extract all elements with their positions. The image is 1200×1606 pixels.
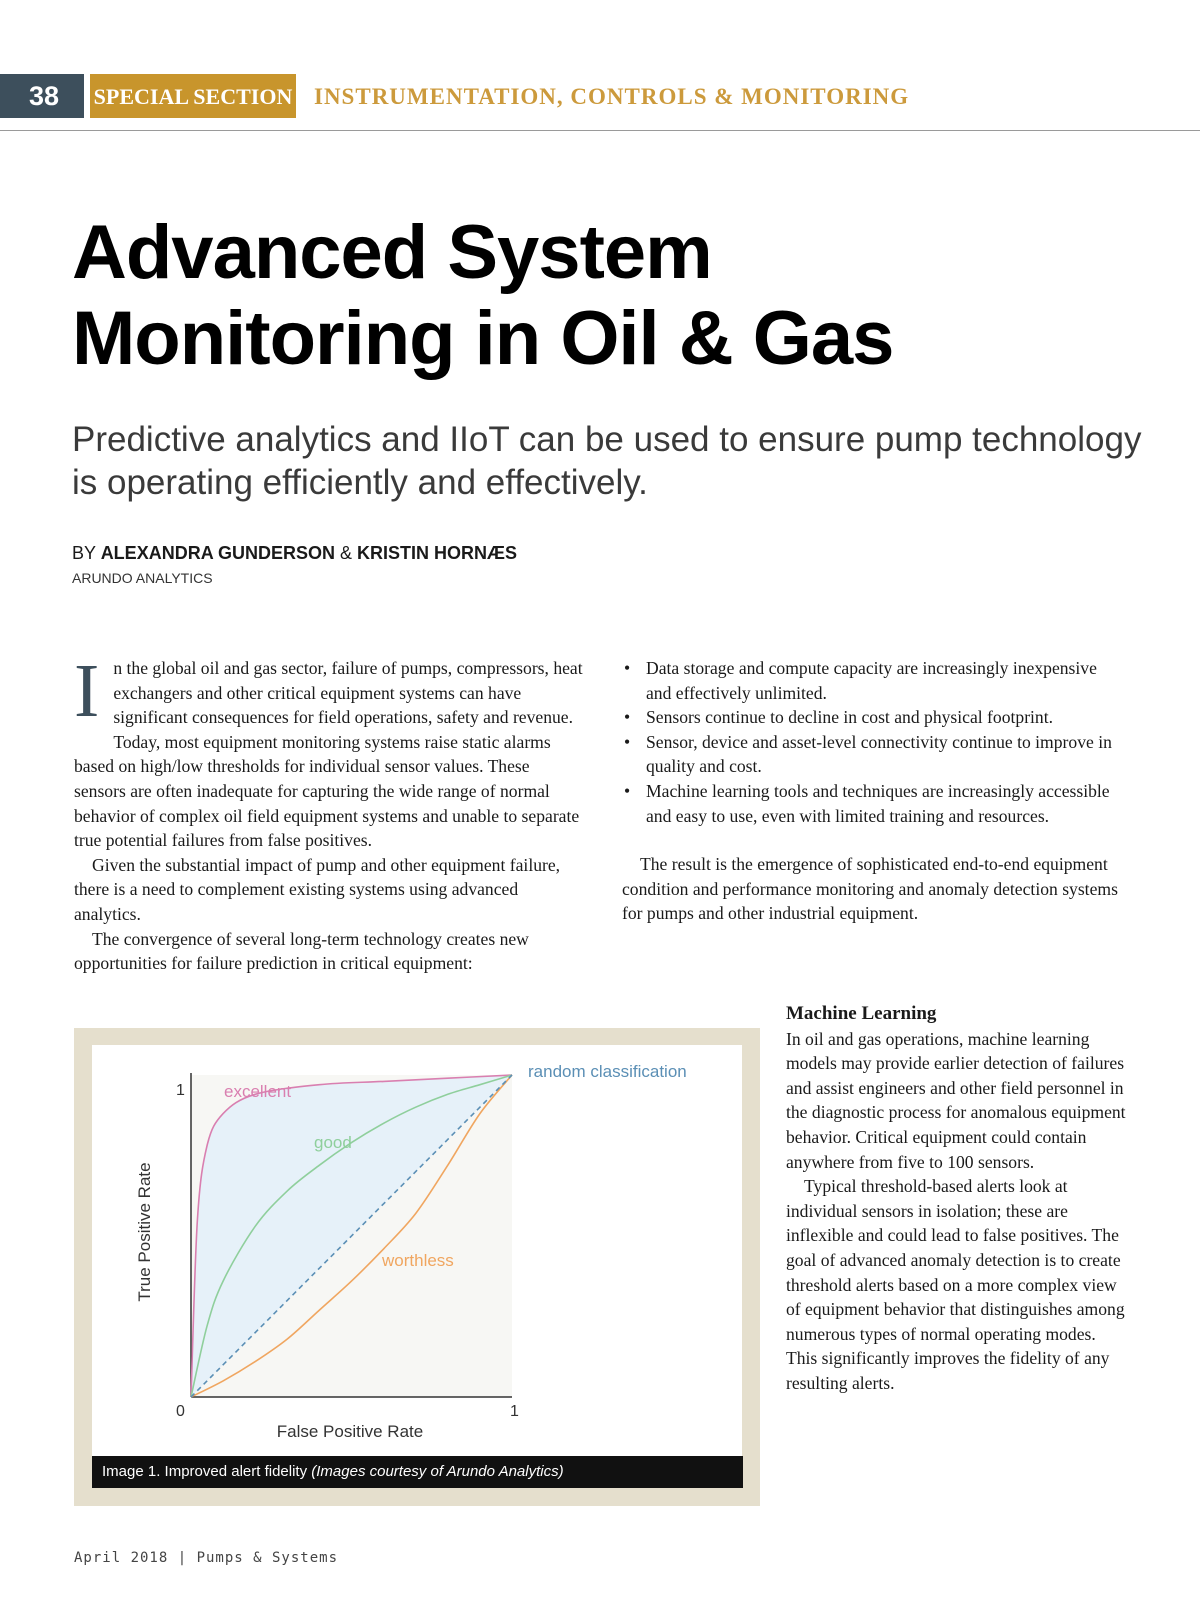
bullet-item: • Sensor, device and asset-level connectivity continue to improve in quality and cost. [622, 730, 1122, 779]
paragraph-1-text: n the global oil and gas sector, failure of pumps, compressors, heat exchangers and other critical equipment systems can have significant consequences for field operations, safety and revenue. Today, most equipment monitoring systems raise static alarms based on high/low thresholds for individual sensor values. These sensors are often inadequate for capturing the wide range of normal behavior of complex oil field equipment systems and unable to separate true potential failures from false positives. [74, 658, 583, 851]
section-heading: Machine Learning [786, 1003, 937, 1024]
roc-chart [92, 1045, 742, 1485]
series-label-excellent: excellent [224, 1082, 292, 1101]
body-column-3 [786, 1002, 1126, 1396]
paragraph-3: The convergence of several long-term technology creates new opportunities for failure prediction in critical equipment: [74, 928, 529, 974]
article-deck: Predictive analytics and IIoT can be used to ensure pump technology is operating efficiently and effectively. [72, 420, 1142, 502]
title-line-2: Monitoring in Oil & Gas [72, 296, 894, 381]
caption-main: Image 1. Improved alert fidelity [102, 1463, 312, 1480]
paragraph-4: The result is the emergence of sophisticated end-to-end equipment condition and performance monitoring and anomaly detection systems for pumps and other industrial equipment. [622, 854, 1118, 924]
page-number: 38 [0, 74, 84, 118]
paragraph-5: In oil and gas operations, machine learning models may provide earlier detection of failures and assist engineers and other field personnel in the diagnostic process for anomalous equipment behavior. Critical equipment could contain anywhere from five to 100 sensors. [786, 1028, 1126, 1172]
bullet-item: • Machine learning tools and techniques are increasingly accessible and easy to use, even with limited training and resources. [622, 779, 1122, 828]
series-label-random: random classification [528, 1062, 687, 1081]
byline-amp: & [335, 543, 358, 563]
header-rule [0, 130, 1200, 131]
special-section-label: SPECIAL SECTION [90, 74, 296, 118]
drop-cap: I [74, 649, 100, 733]
y-tick-0: 0 [176, 1403, 185, 1420]
affiliation: ARUNDO ANALYTICS [72, 570, 213, 586]
x-axis-label: False Positive Rate [276, 1422, 424, 1441]
body-column-2 [622, 656, 1122, 926]
article-title [72, 210, 1122, 382]
bullet-item: • Data storage and compute capacity are increasingly inexpensive and effectively unlimited. [622, 656, 1122, 705]
x-tick-1: 1 [510, 1403, 519, 1420]
body-column-1 [74, 649, 584, 976]
bullet-item: • Sensors continue to decline in cost and physical footprint. [622, 705, 1122, 730]
y-axis-label: True Positive Rate [135, 1162, 154, 1302]
byline-prefix: BY [72, 543, 101, 563]
caption-credit: (Images courtesy of Arundo Analytics) [311, 1463, 564, 1480]
paragraph-1 [74, 649, 584, 853]
page-footer: April 2018 | Pumps & Systems [74, 1550, 339, 1566]
series-label-good: good [314, 1133, 352, 1152]
y-tick-1: 1 [176, 1082, 185, 1099]
author-2: KRISTIN HORNÆS [357, 543, 518, 563]
byline [72, 543, 517, 564]
figure-frame [74, 1028, 760, 1506]
roc-chart-panel [92, 1045, 742, 1485]
author-1: ALEXANDRA GUNDERSON [100, 543, 336, 563]
bullet-list [622, 656, 1122, 828]
series-label-worthless: worthless [382, 1251, 454, 1270]
paragraph-6: Typical threshold-based alerts look at individual sensors in isolation; these are inflexible and could lead to false positives. The goal of advanced anomaly detection is to create threshold alerts based on a more complex view of equipment behavior that distinguishes among numerous types of normal operating modes. This significantly improves the fidelity of any resulting alerts. [786, 1176, 1125, 1393]
paragraph-2: Given the substantial impact of pump and other equipment failure, there is a need to complement existing systems using advanced analytics. [74, 854, 561, 924]
figure-caption [92, 1456, 743, 1488]
title-line-1: Advanced System [72, 210, 712, 295]
section-title: INSTRUMENTATION, CONTROLS & MONITORING [314, 84, 910, 109]
